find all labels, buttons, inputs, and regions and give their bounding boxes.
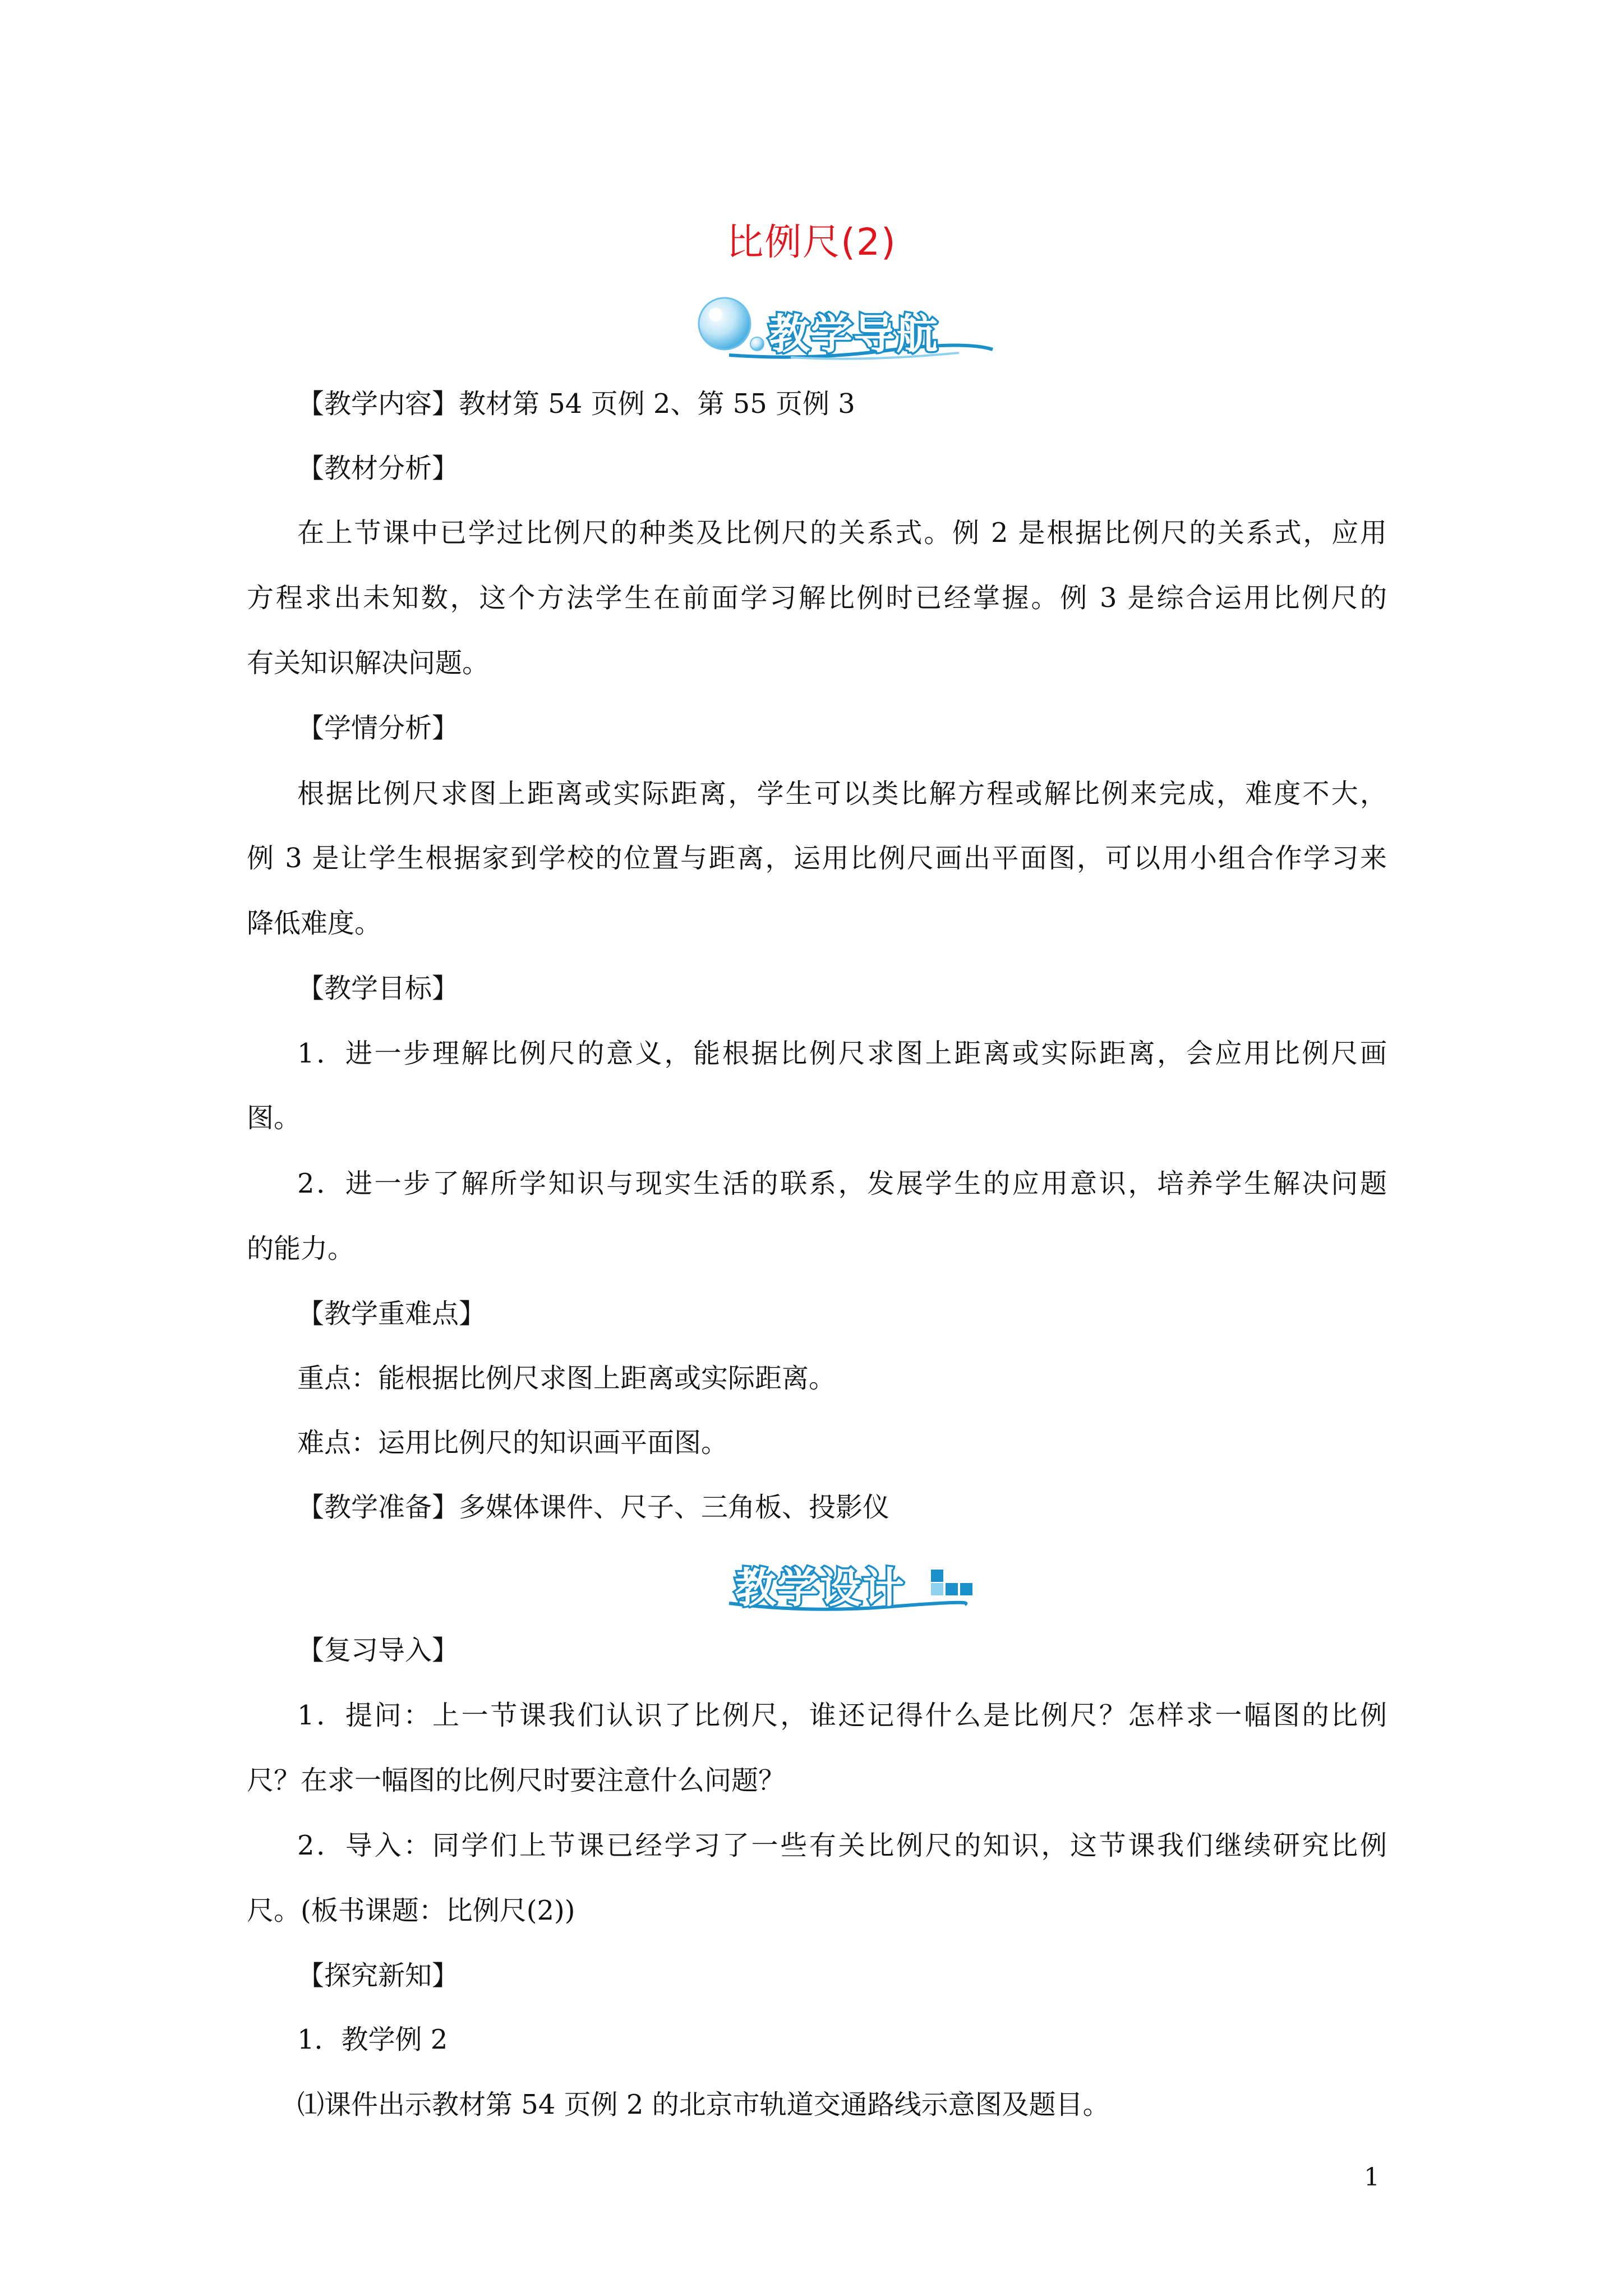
goal-heading: 【教学目标】	[297, 973, 459, 1004]
material-text-2: 方程求出未知数，这个方法学生在前面学习解比例时已经掌握。例 3 是综合运用比例尺的	[247, 582, 1387, 614]
page-title: 比例尺(2)	[726, 220, 897, 264]
material-text-1: 在上节课中已学过比例尺的种类及比例尺的关系式。例 2 是根据比例尺的关系式，应用	[297, 517, 1387, 549]
review-1-line-2: 尺？在求一幅图的比例尺时要注意什么问题？	[247, 1765, 786, 1796]
student-text-2: 例 3 是让学生根据家到学校的位置与距离，运用比例尺画出平面图，可以用小组合作学习来	[247, 843, 1387, 874]
teaching-guide-label: 教学导航	[768, 310, 939, 358]
teaching-guide-banner	[695, 295, 998, 362]
key-heading: 【教学重难点】	[297, 1298, 486, 1329]
review-heading: 【复习导入】	[297, 1635, 459, 1666]
teaching-design-label: 教学设计	[735, 1564, 905, 1612]
preparation-line: 【教学准备】多媒体课件、尺子、三角板、投影仪	[297, 1492, 890, 1523]
student-text-3: 降低难度。	[247, 908, 382, 939]
review-2-line-2: 尺。(板书课题：比例尺(2))	[247, 1895, 575, 1926]
material-heading: 【教材分析】	[297, 453, 459, 484]
explore-heading: 【探究新知】	[297, 1960, 459, 1991]
page-number: 1	[1364, 2163, 1380, 2192]
key-point: 重点：能根据比例尺求图上距离或实际距离。	[297, 1363, 836, 1394]
review-2-line-1: 2．导入：同学们上节课已经学习了一些有关比例尺的知识，这节课我们继续研究比例	[297, 1830, 1387, 1861]
difficult-point: 难点：运用比例尺的知识画平面图。	[297, 1427, 728, 1458]
explore-item-1-1: ⑴课件出示教材第 54 页例 2 的北京市轨道交通路线示意图及题目。	[297, 2089, 1110, 2120]
review-1-line-1: 1．提问：上一节课我们认识了比例尺，谁还记得什么是比例尺？怎样求一幅图的比例	[297, 1700, 1387, 1731]
goal-1-line-1: 1．进一步理解比例尺的意义，能根据比例尺求图上距离或实际距离，会应用比例尺画	[297, 1038, 1387, 1069]
goal-1-line-2: 图。	[247, 1102, 301, 1134]
goal-2-line-2: 的能力。	[247, 1233, 355, 1264]
content-line: 【教学内容】教材第 54 页例 2、第 55 页例 3	[297, 388, 855, 420]
goal-2-line-1: 2．进一步了解所学知识与现实生活的联系，发展学生的应用意识，培养学生解决问题	[297, 1168, 1387, 1199]
explore-item-1: 1．教学例 2	[297, 2024, 448, 2055]
material-text-3: 有关知识解决问题。	[247, 647, 490, 679]
teaching-design-banner	[723, 1548, 981, 1616]
student-text-1: 根据比例尺求图上距离或实际距离，学生可以类比解方程或解比例来完成，难度不大，	[297, 778, 1387, 809]
student-heading: 【学情分析】	[297, 712, 459, 744]
